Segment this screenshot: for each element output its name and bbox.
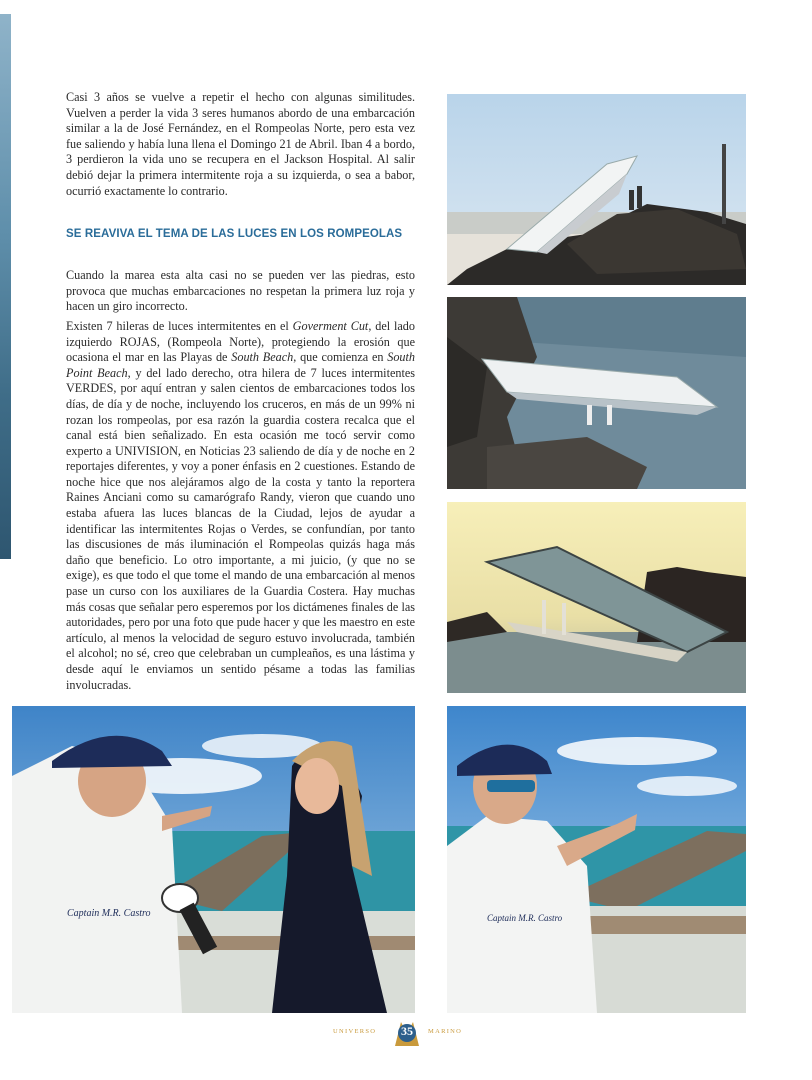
- paragraph-1: Casi 3 años se vuelve a repetir el hecho con algunas similitudes. Vuelven a perder la vida 3 seres humanos abordo de una embarcación similar a la de José Fernández, en el Rompeolas Norte, pero esta vez fue saliendo y había luna llena el Domingo 21 de Abril. Iban 4 a bordo, 3 perdieron la vida uno se recupera en el Jackson Hospital. Al salir debió dejar la primera intermitente roja a su izquierda, o sea a babor, ocurrió exactamente lo contrario.: [66, 90, 415, 198]
- footer-marino: MARINO: [428, 1028, 463, 1035]
- adjacent-page-edge: [0, 14, 11, 559]
- page-footer: [0, 1016, 812, 1056]
- photo-boat-on-jetty: [447, 94, 746, 285]
- footer-universo: UNIVERSO: [333, 1028, 377, 1035]
- page-number: 35: [401, 1024, 413, 1038]
- page-number-badge: [391, 1016, 423, 1048]
- paragraph-2: Cuando la marea esta alta casi no se pueden ver las piedras, esto provoca que muchas embarcaciones no respetan la primera luz roja y hacen un giro incorrecto.: [66, 268, 415, 314]
- article-column: [66, 90, 415, 697]
- photo-boat-in-water: [447, 297, 746, 489]
- photo-captain-pointing: [447, 706, 746, 1013]
- shirt-embroidery-text: Captain M.R. Castro: [67, 908, 151, 919]
- paragraph-3: Existen 7 hileras de luces intermitentes en el Goverment Cut, del lado izquierdo ROJAS, (Rompeola Norte), protegiendo la erosión que ocasiona el mar en las Playas de South Beach, que comienza en South Point Beach, y del lado derecho, otra hilera de 7 luces intermitentes VERDES, por aquí entran y salen cientos de embarcaciones todos los días, de día y de noche, incluyendo los cruceros, en más de un 99% ni rozan los rompeolas, por esa razón la guardia costera recalca que el canal está bien señalizado. En esta ocasión me tocó servir como experto a UNIVISION, en Noticias 23 saliendo de día y de noche en 2 reportajes diferentes, y voy a poner énfasis en 2 cuestiones. Estando de noche hice que nos alejáramos algo de la costa y tanto la reportera Raines Anciani como su camarógrafo Randy, vieron que cuando uno estaba afuera las luces blancas de la Ciudad, lejos de ayudar a identificar las intermitentes Rojas o Verdes, se confundían, por tanto las discusiones de más iluminación el Rompeolas quizás haga más daño que beneficio. Lo otro importante, a mi juicio, (y que no se exige), es que todo el que tome el mando de una embarcación al menos pase un curso con los auxiliares de la Guardia Costera. Hay muchas más cosas que señalar pero esperemos por los dictámenes finales de las autoridades, pero por una foto que pude hacer y que les maestro en este artículo, al menos la velocidad de seguro estuvo involucrada, también el alcohol; no sé, creo que celebraban un cumpleaños, es una lástima y desde aquí le enviamos un sentido pésame a todas las familias involucradas.: [66, 318, 415, 692]
- photo-boat-at-dusk: [447, 502, 746, 693]
- shirt-embroidery-text-2: Captain M.R. Castro: [487, 913, 563, 923]
- photo-captain-interview: [12, 706, 415, 1013]
- section-heading: SE REAVIVA EL TEMA DE LAS LUCES EN LOS ROMPEOLAS: [66, 228, 403, 241]
